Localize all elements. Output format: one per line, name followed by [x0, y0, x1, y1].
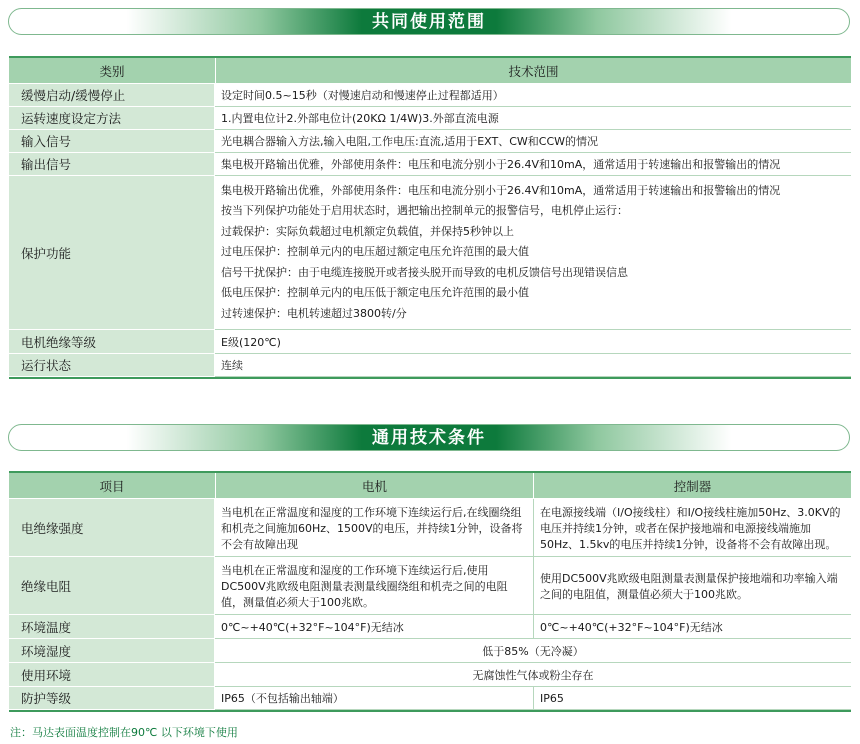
table-row — [9, 615, 851, 639]
row-label: 电绝缘强度 — [9, 499, 215, 557]
motor-value: IP65（不包括输出轴端） — [215, 687, 533, 710]
row-label: 运行状态 — [9, 354, 215, 377]
merged-value: 低于85%（无冷凝） — [215, 639, 851, 663]
protection-label: 保护功能 — [9, 176, 215, 330]
general-conditions-table — [9, 471, 851, 712]
motor-value: 当电机在正常温度和湿度的工作环境下连续运行后,使用DC500V兆欧级电阻测量表测量线圈绕组和机壳之间的电阻值，测量值必须大于100兆欧。 — [215, 557, 533, 615]
protection-line: 集电极开路输出优雅，外部使用条件：电压和电流分别小于26.4V和10mA，通常适用于转速输出和报警输出的情况 — [221, 183, 781, 197]
row-label: 环境温度 — [9, 615, 215, 639]
protection-line: 过转速保护：电机转速超过3800转/分 — [221, 306, 407, 320]
motor-value: 当电机在正常温度和湿度的工作环境下连续运行后,在线圈绕组和机壳之间施加60Hz、1500V的电压，并持续1分钟，设备将不会有故障出现 — [215, 499, 533, 557]
row-label: 输入信号 — [9, 130, 215, 153]
header-category: 类别 — [9, 58, 215, 84]
section2-banner — [8, 424, 850, 451]
table-row — [9, 499, 851, 557]
row-label: 缓慢启动/缓慢停止 — [9, 84, 215, 107]
row-value: 设定时间0.5~15秒（对慢速启动和慢速停止过程都适用） — [215, 84, 851, 107]
table-header-row — [9, 473, 851, 499]
row-label: 电机绝缘等级 — [9, 330, 215, 354]
footnote: 注：马达表面温度控制在90℃ 以下环境下使用 — [10, 726, 238, 739]
protection-line: 低电压保护：控制单元内的电压低于额定电压允许范围的最小值 — [221, 286, 529, 300]
common-range-table — [9, 56, 851, 379]
header-controller: 控制器 — [533, 473, 851, 499]
table-row — [9, 687, 851, 710]
protection-line: 信号干扰保护：由于电缆连接脱开或者接头脱开而导致的电机反馈信号出现错误信息 — [221, 265, 628, 279]
table-row — [9, 84, 851, 107]
row-value: 光电耦合器输入方法,输入电阻,工作电压:直流,适用于EXT、CW和CCW的情况 — [215, 130, 851, 153]
controller-value: IP65 — [533, 687, 851, 710]
motor-value: 0℃~+40℃(+32°F~104°F)无结冰 — [215, 615, 533, 639]
table-row — [9, 330, 851, 354]
protection-row — [9, 176, 851, 330]
row-value: 1.内置电位计2.外部电位计(20KΩ 1/4W)3.外部直流电源 — [215, 107, 851, 130]
protection-line: 过电压保护：控制单元内的电压超过额定电压允许范围的最大值 — [221, 245, 529, 259]
table-header-row — [9, 58, 851, 84]
section1-title: 共同使用范围 — [372, 12, 486, 32]
merged-value: 无腐蚀性气体或粉尘存在 — [215, 663, 851, 687]
row-label: 运转速度设定方法 — [9, 107, 215, 130]
header-item: 项目 — [9, 473, 215, 499]
section1-banner — [8, 8, 850, 35]
row-value: 集电极开路输出优雅，外部使用条件：电压和电流分别小于26.4V和10mA，通常适用于转速输出和报警输出的情况 — [215, 153, 851, 176]
row-value: 连续 — [215, 354, 851, 377]
protection-line: 按当下列保护功能处于启用状态时，遇把输出控制单元的报警信号，电机停止运行： — [221, 204, 628, 218]
header-tech-range: 技术范围 — [215, 58, 851, 84]
table-row — [9, 639, 851, 663]
controller-value: 使用DC500V兆欧级电阻测量表测量保护接地端和功率输入端之间的电阻值，测量值必须大于100兆欧。 — [533, 557, 851, 615]
controller-value: 在电源接线端（I/O接线柱）和I/O接线柱施加50Hz、3.0KV的电压并持续1分钟，或者在保护接地端和电源接线端施加50Hz、1.5kv的电压并持续1分钟，设备将不会有故障出现。 — [533, 499, 851, 557]
row-value: E级(120℃) — [215, 330, 851, 354]
table-row — [9, 663, 851, 687]
table-row — [9, 107, 851, 130]
section2-title: 通用技术条件 — [372, 428, 486, 448]
row-label: 输出信号 — [9, 153, 215, 176]
row-label: 使用环境 — [9, 663, 215, 687]
protection-details — [215, 176, 851, 330]
table-row — [9, 557, 851, 615]
protection-line: 过载保护：实际负载超过电机额定负载值，并保持5秒钟以上 — [221, 224, 514, 238]
table-row — [9, 130, 851, 153]
controller-value: 0℃~+40℃(+32°F~104°F)无结冰 — [533, 615, 851, 639]
row-label: 环境湿度 — [9, 639, 215, 663]
table-row — [9, 354, 851, 377]
header-motor: 电机 — [215, 473, 533, 499]
row-label: 绝缘电阻 — [9, 557, 215, 615]
table-row — [9, 153, 851, 176]
row-label: 防护等级 — [9, 687, 215, 710]
